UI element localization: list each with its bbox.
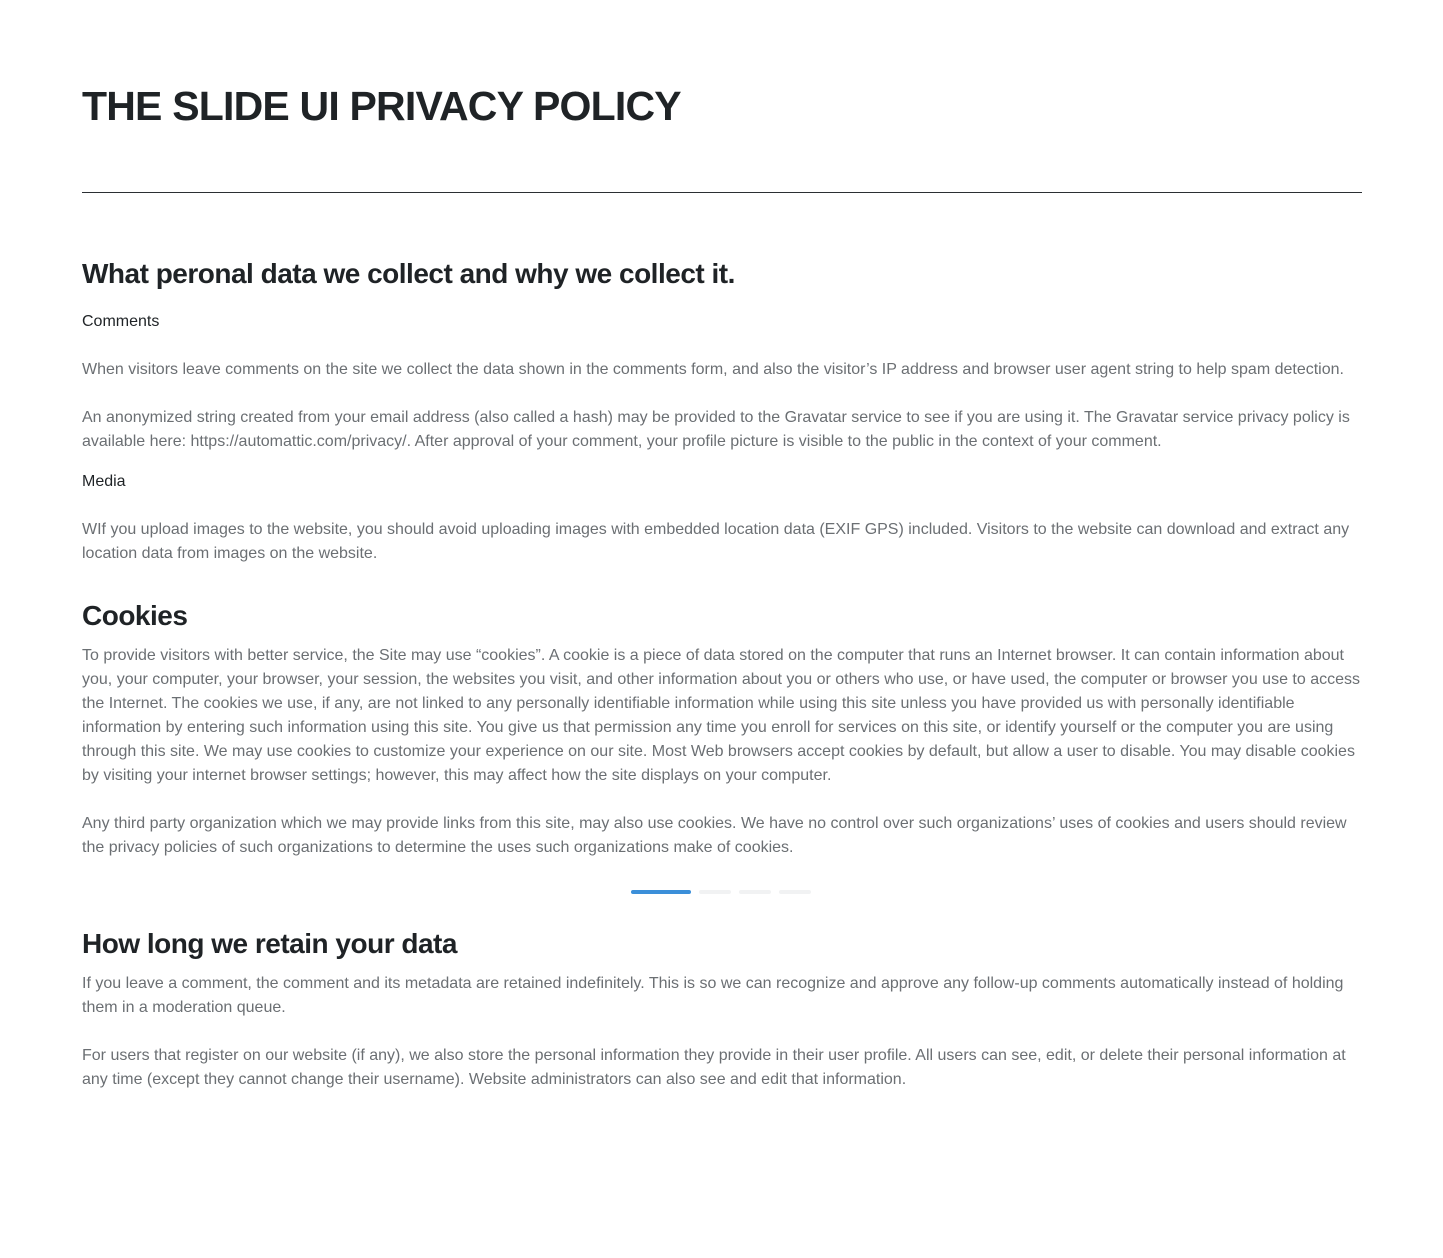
pagination-dot-4[interactable] [779,890,811,894]
section-heading-personal-data: What peronal data we collect and why we collect it. [82,258,735,289]
paragraph-retention-1: If you leave a comment, the comment and its metadata are retained indefinitely. This is so we can recognize and approve any follow-up comments automatically instead of holding them in a moderation queue. [82,975,1344,1016]
pagination-dot-2[interactable] [699,890,731,894]
section-cookies [82,596,1364,860]
paragraph-comments-2: An anonymized string created from your email address (also called a hash) may be provided to the Gravatar service to see if you are using it. The Gravatar service privacy policy is available here: https://automattic.com/privacy/. After approval of your comment, your profile picture is visible to the public in the context of your comment. [82,409,1350,450]
page-title: THE SLIDE UI PRIVACY POLICY [82,83,681,129]
paragraph-cookies-2: Any third party organization which we may provide links from this site, may also use cookies. We have no control over such organizations’ uses of cookies and users should review the privacy policies of such organizations to determine the uses such organizations make of cookies. [82,815,1347,856]
paragraph-media-1: WIf you upload images to the website, you should avoid uploading images with embedded location data (EXIF GPS) included. Visitors to the website can download and extract any location data from images on the website. [82,521,1350,562]
section-heading-retention: How long we retain your data [82,928,457,959]
pagination-dot-3[interactable] [739,890,771,894]
policy-content [82,254,1364,1092]
paragraph-cookies-1: To provide visitors with better service, the Site may use “cookies”. A cookie is a piece of data stored on the computer that runs an Internet browser. It can contain information about you, your computer, your browser, your session, the websites you visit, and other information about you or others who use, or have used, the computer or browser you use to access the Internet. The cookies we use, if any, are not linked to any personally identifiable information while using this site unless you have provided us with personally identifiable information by entering such information using this site. You give us that permission any time you enroll for services on this site, or identify yourself or the computer you are using through this site. We may use cookies to customize your experience on our site. Most Web browsers accept cookies by default, but allow a user to disable. You may disable cookies by visiting your internet browser settings; however, this may affect how the site displays on your computer. [82,647,1360,784]
subheading-media: Media [82,473,126,490]
pagination-dot-1[interactable] [631,890,691,894]
paragraph-retention-2: For users that register on our website (if any), we also store the personal information they provide in their user profile. All users can see, edit, or delete their personal information at any time (except they cannot change their username). Website administrators can also see and edit that information. [82,1047,1346,1088]
section-retention [82,924,1364,1092]
section-personal-data [82,254,1364,566]
paragraph-comments-1: When visitors leave comments on the site we collect the data shown in the comments form, and also the visitor’s IP address and browser user agent string to help spam detection. [82,361,1344,378]
subheading-comments: Comments [82,313,160,330]
title-divider [82,192,1362,193]
section-heading-cookies: Cookies [82,600,188,631]
